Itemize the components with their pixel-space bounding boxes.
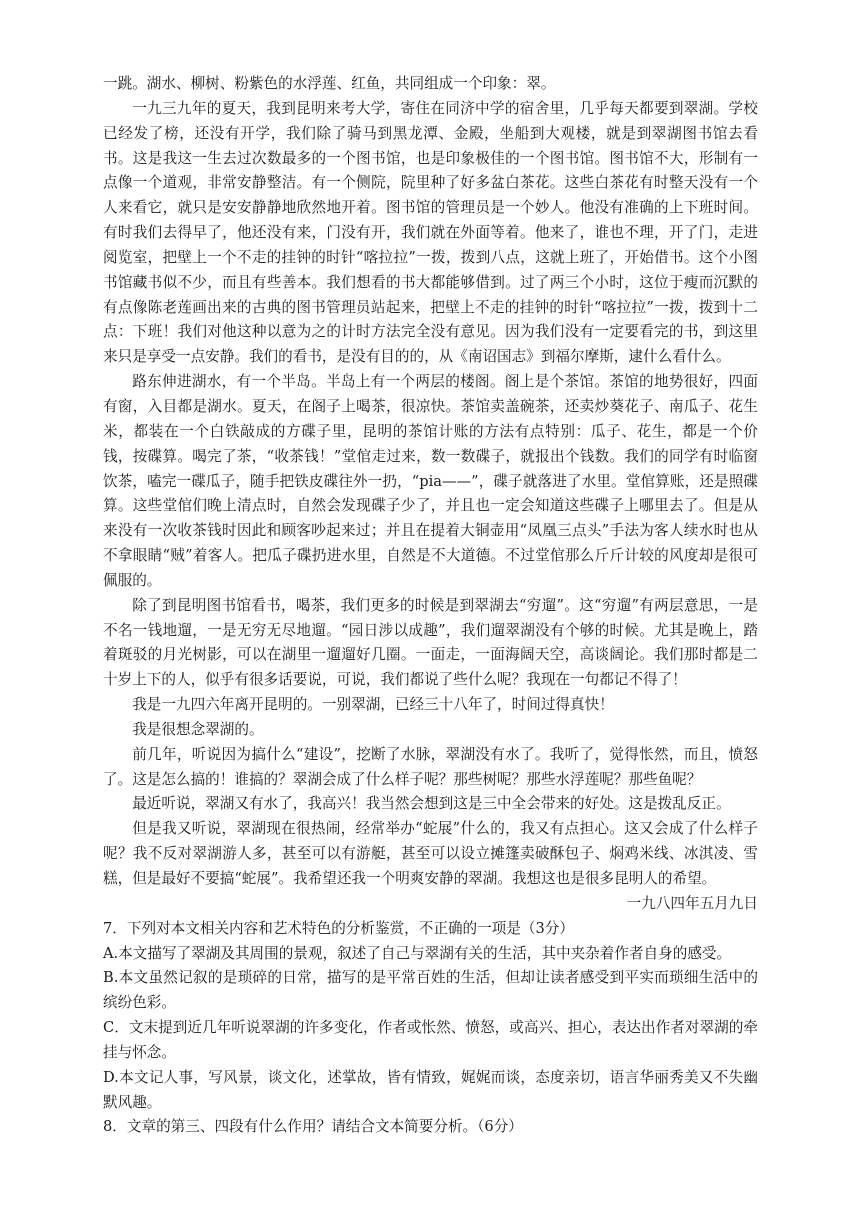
paragraph: 但是我又听说，翠湖现在很热闹，经常举办“蛇展”什么的，我又有点担心。这又会成了什么样子呢？我不反对翠湖游人多，甚至可以有游艇，甚至可以设立摊篷卖破酥包子、焖鸡米线、冰淇凌、雪糕，但是最好不要搞“蛇展”。我希望还我一个明爽安静的翠湖。我想这也是很多昆明人的希望。 <box>103 820 758 887</box>
option-d: D.本文记人事，写风景，谈文化，述掌故，皆有情致，娓娓而谈，态度亲切，语言华丽秀美又不失幽默风趣。 <box>103 1068 758 1111</box>
paragraph: 前几年，听说因为搞什么“建设”，挖断了水脉，翠湖没有水了。我听了，觉得怅然，而且，愤怒了。这是怎么搞的！谁搞的？翠湖会成了什么样子呢？那些树呢？那些水浮莲呢？那些鱼呢？ <box>103 745 758 788</box>
option-c: C．文末提到近几年听说翠湖的许多变化，作者或怅然、愤怒，或高兴、担心，表达出作者对翠湖的牵挂与怀念。 <box>103 1019 758 1061</box>
paragraph: 我是很想念翠湖的。 <box>132 720 264 738</box>
article-date: 一九八四年五月九日 <box>626 894 758 912</box>
paragraph: 我是一九四六年离开昆明的。一别翠湖，已经三十八年了，时间过得真快！ <box>132 696 614 714</box>
question-7: 7．下列对本文相关内容和艺术特色的分析鉴赏，不正确的一项是（3分） <box>103 919 574 937</box>
question-8: 8．文章的第三、四段有什么作用？请结合文本简要分析。（6分） <box>103 1118 523 1136</box>
paragraph: 最近听说，翠湖又有水了，我高兴！我当然会想到这是三中全会带来的好处。这是拨乱反正。 <box>132 795 731 813</box>
paragraph: 一跳。湖水、柳树、粉紫色的水浮莲、红鱼，共同组成一个印象：翠。 <box>103 75 556 92</box>
document-page <box>103 72 758 1140</box>
paragraph: 一九三九年的夏天，我到昆明来考大学，寄住在同济中学的宿舍里，几乎每天都要到翠湖。学校已经发了榜，还没有开学，我们除了骑马到黑龙潭、金殿，坐船到大观楼，就是到翠湖图书馆去看书。这是我这一生去过次数最多的一个图书馆，也是印象极佳的一个图书馆。图书馆不大，形制有一点像一个道观，非常安静整洁。有一个侧院，院里种了好多盆白茶花。这些白茶花有时整天没有一个人来看它，就只是安安静静地欣然地开着。图书馆的管理员是一个妙人。他没有准确的上下班时间。有时我们去得早了，他还没有来，门没有开，我们就在外面等着。他来了，谁也不理，开了门，走进阅览室，把壁上一个不走的挂钟的时针“喀拉拉”一拨，拨到八点，这就上班了，开始借书。这个小图书馆藏书似不少，而且有些善本。我们想看的书大都能够借到。过了两三个小时，这位于瘦而沉默的有点像陈老莲画出来的古典的图书管理员站起来，把壁上不走的挂钟的时针“喀拉拉”一拨，拨到十二点：下班！我们对他这种以意为之的计时方法完全没有意见。因为我们没有一定要看完的书，到这里来只是享受一点安静。我们的看书，是没有目的的，从《南诏国志》到福尔摩斯，逮什么看什么。 <box>103 99 758 366</box>
paragraph: 路东伸进湖水，有一个半岛。半岛上有一个两层的楼阁。阁上是个茶馆。茶馆的地势很好，四面有窗，入目都是湖水。夏天，在阁子上喝茶，很凉快。茶馆卖盖碗茶，还卖炒葵花子、南瓜子、花生米，都装在一个白铁敲成的方碟子里，昆明的茶馆计账的方法有点特别：瓜子、花生，都是一个价钱，按碟算。喝完了茶，“收茶钱！”堂倌走过来，数一数碟子，就报出个钱数。我们的同学有时临窗饮茶，嗑完一碟瓜子，随手把铁皮碟往外一扔，“pia——”，碟子就落进了水里。堂倌算账，还是照碟算。这些堂倌们晚上清点时，自然会发现碟子少了，并且也一定会知道这些碟子上哪里去了。但是从来没有一次收茶钱时因此和顾客吵起来过；并且在提着大铜壶用“凤凰三点头”手法为客人续水时也从不拿眼睛“贼”着客人。把瓜子碟扔进水里，自然是不大道德。不过堂倌那么斤斤计较的风度却是很可佩服的。 <box>103 373 758 589</box>
option-a: A.本文描写了翠湖及其周围的景观，叙述了自己与翠湖有关的生活，其中夹杂着作者自身的感受。 <box>103 944 732 962</box>
option-b: B.本文虽然记叙的是琐碎的日常，描写的是平常百姓的生活，但却让读者感受到平实而琐细生活中的缤纷色彩。 <box>103 969 758 1012</box>
paragraph: 除了到昆明图书馆看书，喝茶，我们更多的时候是到翠湖去“穷遛”。这“穷遛”有两层意思，一是不名一钱地遛，一是无穷无尽地遛。“园日涉以成趣”，我们遛翠湖没有个够的时候。尤其是晚上，踏着斑驳的月光树影，可以在湖里一遛遛好几圈。一面走，一面海阔天空，高谈阔论。我们那时都是二十岁上下的人，似乎有很多话要说，可说，我们都说了些什么呢？我现在一句都记不得了！ <box>103 596 758 689</box>
